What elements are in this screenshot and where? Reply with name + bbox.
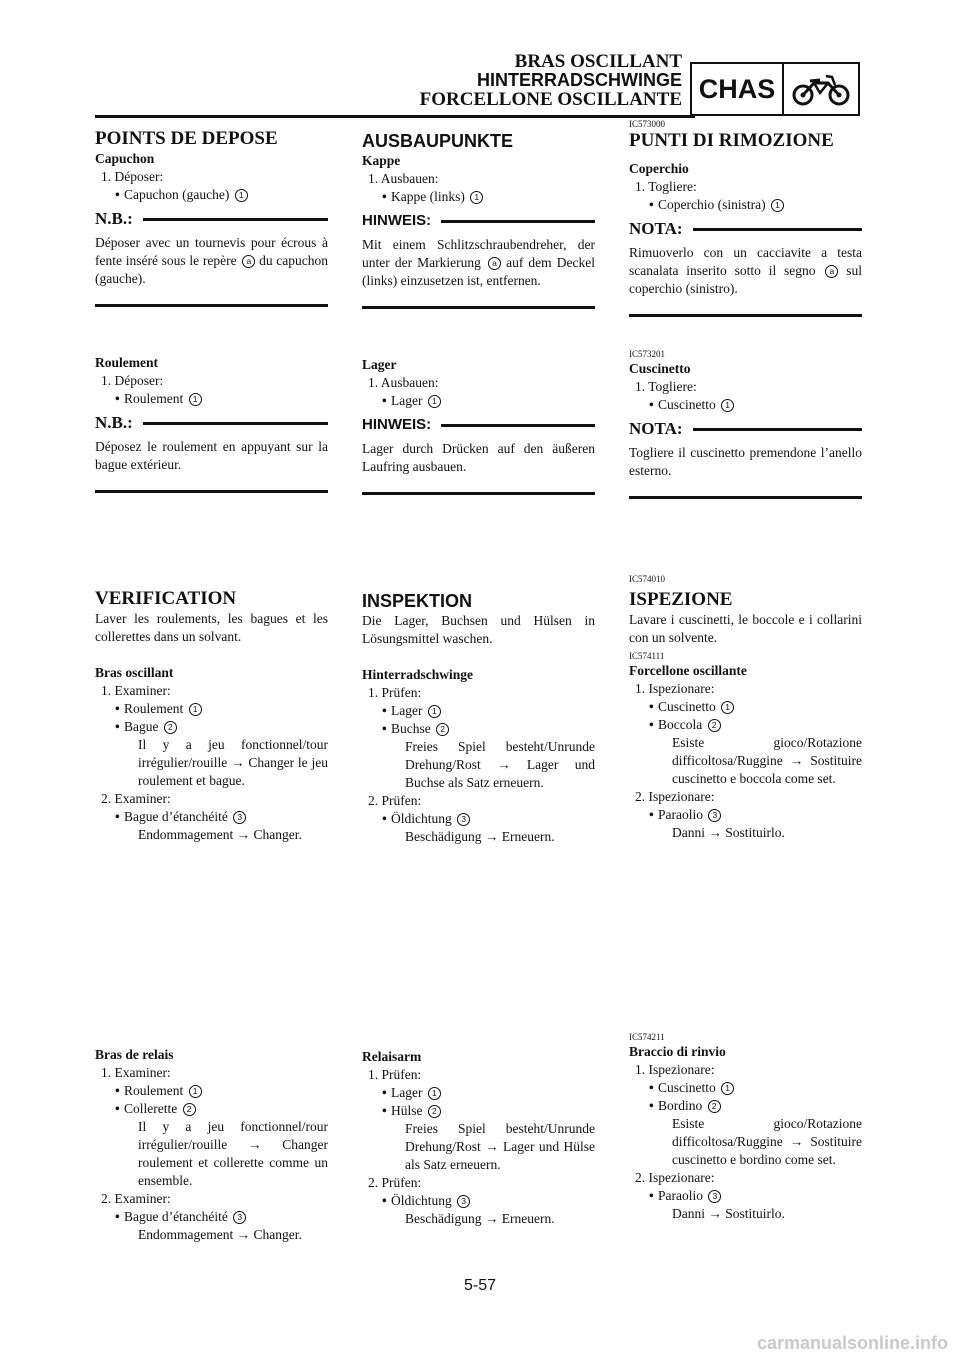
de-removal-title: AUSBAUPUNKTE	[362, 131, 514, 151]
fr-relay-action2: Endommagement → Changer.	[138, 1227, 302, 1242]
it-note-heading: NOTA:	[629, 220, 862, 238]
it-swingarm-item2: • Boccola 2	[629, 716, 862, 734]
it-inspection-section	[629, 574, 862, 842]
it-bearing-step: 1. Togliere:	[635, 379, 697, 394]
fr-swingarm-item2: • Bague 2	[95, 718, 328, 736]
de-cap-item: • Kappe (links) 1	[362, 188, 595, 206]
de-swingarm-step2: 2. Prüfen:	[368, 793, 422, 808]
de-relay-action2: Beschädigung → Erneuern.	[405, 1211, 555, 1226]
fr-cap-step: 1. Déposer:	[101, 169, 164, 184]
it-removal-title: PUNTI DI RIMOZIONE	[629, 130, 834, 151]
fr-note-text: Déposer avec un tournevis pour écrous à fente inséré sous le repère a du capuchon (gauche).	[95, 235, 329, 286]
de-cap-step: 1. Ausbauen:	[368, 171, 439, 186]
de-relay-action1: Freies Spiel besteht/Unrunde Drehung/Rost → Lager und Hülse als Satz erneuern.	[405, 1121, 595, 1172]
de-relay-item2: • Hülse 2	[362, 1102, 595, 1120]
it-swingarm-item3: • Paraolio 3	[629, 806, 862, 824]
it-relay-item1: • Cuscinetto 1	[629, 1079, 862, 1097]
de-bearing-step: 1. Ausbauen:	[368, 375, 439, 390]
de-bearing-section	[362, 356, 595, 495]
it-ref-swingarm: IC574111	[629, 651, 665, 661]
fr-note-heading: N.B.:	[95, 210, 328, 228]
fr-removal-title: POINTS DE DEPOSE	[95, 128, 278, 149]
it-relay-action1: Esiste gioco/Rotazione difficoltosa/Ruggine → Sostituire cuscinetto e bordino come set.	[672, 1116, 862, 1167]
fr-bearing-section	[95, 354, 328, 493]
de-relay-step1: 1. Prüfen:	[368, 1067, 422, 1082]
fr-bearing-heading: Roulement	[95, 355, 158, 370]
de-relay-step2: 2. Prüfen:	[368, 1175, 422, 1190]
it-cap-heading: Coperchio	[629, 161, 689, 176]
it-bearing-section	[629, 349, 862, 499]
page-number: 5-57	[463, 1277, 497, 1294]
it-cap-item: • Coperchio (sinistra) 1	[629, 196, 862, 214]
de-bearing-item: • Lager 1	[362, 392, 595, 410]
fr-swingarm-item3: • Bague d’étanchéité 3	[95, 808, 328, 826]
motorcycle-icon	[784, 64, 858, 114]
de-swingarm-item3: • Öldichtung 3	[362, 810, 595, 828]
it-bearing-heading: Cuscinetto	[629, 361, 691, 376]
header-titles	[420, 52, 682, 109]
title-it: FORCELLONE OSCILLANTE	[419, 89, 682, 110]
it-note2-heading: NOTA:	[629, 420, 862, 438]
header-rule	[95, 115, 695, 118]
fr-swingarm-action2: Endommagement → Changer.	[138, 827, 302, 842]
it-cap-step: 1. Togliere:	[635, 179, 697, 194]
it-note2-text: Togliere il cuscinetto premendone l’anello esterno.	[629, 445, 862, 478]
de-note2-end	[362, 492, 595, 495]
de-note-end	[362, 306, 595, 309]
fr-relay-item2: • Collerette 2	[95, 1100, 328, 1118]
fr-swingarm-step2: 2. Examiner:	[101, 791, 171, 806]
it-note-text: Rimuoverlo con un cacciavite a testa scanalata inserito sotto il segno a sul coperchio (sinistro).	[629, 245, 863, 296]
it-swingarm-item1: • Cuscinetto 1	[629, 698, 862, 716]
section-code: CHAS	[692, 64, 784, 114]
fr-swingarm-item1: • Roulement 1	[95, 700, 328, 718]
it-ref-inspection: IC574010	[629, 574, 665, 584]
fr-swingarm-heading: Bras oscillant	[95, 665, 174, 680]
it-relay-step1: 1. Ispezionare:	[635, 1062, 715, 1077]
fr-relay-action1: Il y a jeu fonctionnel/rour irrégulier/rouille → Changer roulement et collerette comme un ensemble.	[138, 1119, 328, 1188]
fr-relay-section	[95, 1046, 328, 1244]
site-watermark: carmanualsonline.info	[756, 1333, 948, 1353]
de-note2-text: Lager durch Drücken auf den äußeren Laufring ausbauen.	[362, 441, 595, 474]
fr-bearing-step: 1. Déposer:	[101, 373, 164, 388]
de-swingarm-step1: 1. Prüfen:	[368, 685, 422, 700]
de-swingarm-heading: Hinterradschwinge	[362, 667, 473, 682]
fr-relay-step1: 1. Examiner:	[101, 1065, 171, 1080]
fr-bearing-item: • Roulement 1	[95, 390, 328, 408]
de-note2-heading: HINWEIS:	[362, 416, 595, 434]
de-inspection-intro: Die Lager, Buchsen und Hülsen in Lösungsmittel waschen.	[362, 613, 595, 646]
it-swingarm-action2: Danni → Sostituirlo.	[672, 825, 785, 840]
fr-inspection-intro: Laver les roulements, les bagues et les collerettes dans un solvant.	[95, 611, 328, 644]
fr-relay-step2: 2. Examiner:	[101, 1191, 171, 1206]
title-fr: BRAS OSCILLANT	[514, 51, 682, 72]
it-relay-step2: 2. Ispezionare:	[635, 1170, 715, 1185]
it-ref-removal: IC573000	[629, 119, 665, 129]
fr-note2-text: Déposez le roulement en appuyant sur la bague extérieur.	[95, 439, 328, 472]
fr-swingarm-step1: 1. Examiner:	[101, 683, 171, 698]
de-relay-section	[362, 1048, 595, 1228]
fr-cap-item: • Capuchon (gauche) 1	[95, 186, 328, 204]
fr-relay-item1: • Roulement 1	[95, 1082, 328, 1100]
de-swingarm-action1: Freies Spiel besteht/Unrunde Drehung/Rost → Lager und Buchse als Satz erneuern.	[405, 739, 595, 790]
fr-inspection-section	[95, 588, 328, 844]
fr-note-end	[95, 304, 328, 307]
it-ref-relay: IC574211	[629, 1032, 665, 1042]
it-relay-item2: • Bordino 2	[629, 1097, 862, 1115]
section-badge	[690, 62, 860, 116]
title-de: HINTERRADSCHWINGE	[477, 70, 682, 90]
it-relay-heading: Braccio di rinvio	[629, 1044, 726, 1059]
it-removal-section	[629, 119, 862, 317]
it-inspection-intro: Lavare i cuscinetti, le boccole e i collarini con un solvente.	[629, 612, 862, 645]
it-relay-section	[629, 1032, 862, 1223]
it-relay-action2: Danni → Sostituirlo.	[672, 1206, 785, 1221]
de-bearing-heading: Lager	[362, 357, 397, 372]
de-inspection-section	[362, 590, 595, 846]
it-ref-bearing: IC573201	[629, 349, 665, 359]
de-swingarm-item2: • Buchse 2	[362, 720, 595, 738]
fr-inspection-title: VERIFICATION	[95, 588, 237, 609]
it-note2-end	[629, 496, 862, 499]
de-relay-heading: Relaisarm	[362, 1049, 422, 1064]
it-swingarm-step2: 2. Ispezionare:	[635, 789, 715, 804]
it-swingarm-step1: 1. Ispezionare:	[635, 681, 715, 696]
de-relay-item3: • Öldichtung 3	[362, 1192, 595, 1210]
de-inspection-title: INSPEKTION	[362, 591, 473, 611]
de-relay-item1: • Lager 1	[362, 1084, 595, 1102]
it-inspection-title: ISPEZIONE	[629, 589, 733, 610]
it-bearing-item: • Cuscinetto 1	[629, 396, 862, 414]
it-swingarm-action1: Esiste gioco/Rotazione difficoltosa/Ruggine → Sostituire cuscinetto e boccola come set.	[672, 735, 862, 786]
fr-relay-item3: • Bague d’étanchéité 3	[95, 1208, 328, 1226]
fr-swingarm-action1: Il y a jeu fonctionnel/tour irrégulier/rouille → Changer le jeu roulement et bague.	[138, 737, 328, 788]
fr-removal-section	[95, 128, 328, 307]
fr-note2-end	[95, 490, 328, 493]
it-relay-item3: • Paraolio 3	[629, 1187, 862, 1205]
it-swingarm-heading: Forcellone oscillante	[629, 663, 747, 678]
de-note-heading: HINWEIS:	[362, 212, 595, 230]
fr-cap-heading: Capuchon	[95, 151, 155, 166]
de-swingarm-item1: • Lager 1	[362, 702, 595, 720]
fr-relay-heading: Bras de relais	[95, 1047, 174, 1062]
fr-note2-heading: N.B.:	[95, 414, 328, 432]
de-note-text: Mit einem Schlitzschraubendreher, der unter der Markierung a auf dem Deckel (links) einzusetzen ist, entfernen.	[362, 237, 595, 288]
de-swingarm-action2: Beschädigung → Erneuern.	[405, 829, 555, 844]
de-removal-section	[362, 130, 595, 309]
it-note-end	[629, 314, 862, 317]
de-cap-heading: Kappe	[362, 153, 401, 168]
